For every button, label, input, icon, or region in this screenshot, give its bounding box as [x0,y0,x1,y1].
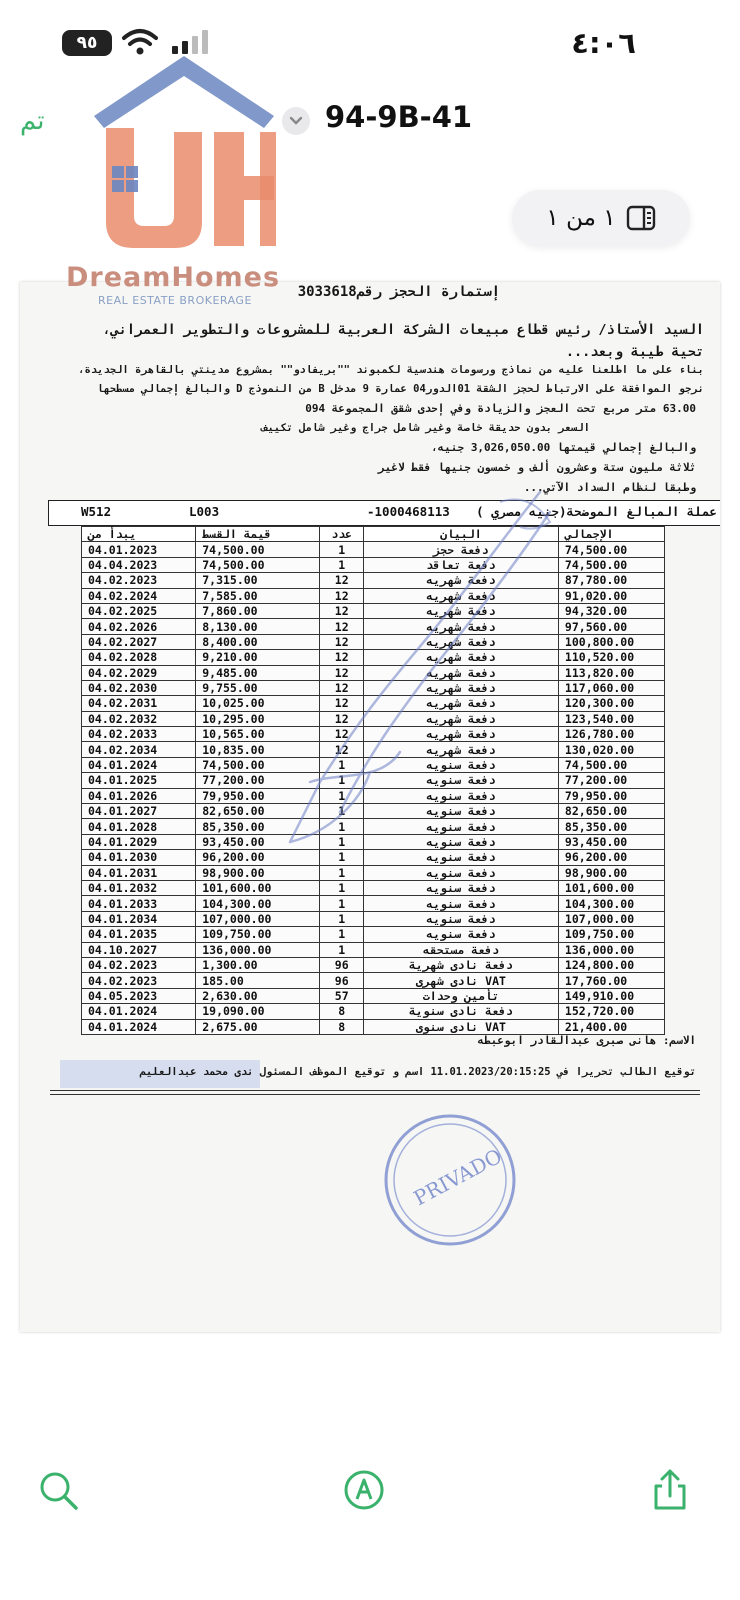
cell-installment: 74,500.00 [196,757,320,772]
cell-total: 126,780.00 [558,727,664,742]
cell-installment: 9,210.00 [196,650,320,665]
cell-installment: 8,400.00 [196,634,320,649]
table-row [82,880,665,895]
cell-installment: 10,295.00 [196,711,320,726]
cell-total: 107,000.00 [558,911,664,926]
cell-start: 04.02.2024 [82,588,196,603]
cell-total: 87,780.00 [558,573,664,588]
table-row [82,957,665,972]
cell-total: 152,720.00 [558,1004,664,1019]
cell-count: 1 [320,896,363,911]
cell-count: 1 [320,850,363,865]
col-description: البيان [363,527,558,542]
cell-count: 1 [320,819,363,834]
cell-desc: VAT نادى سنوى [363,1019,558,1034]
cell-count: 96 [320,957,363,972]
col-count: عدد [320,527,363,542]
cell-desc: دفعة شهريه [363,573,558,588]
cell-installment: 7,315.00 [196,573,320,588]
cell-total: 123,540.00 [558,711,664,726]
cell-total: 117,060.00 [558,680,664,695]
cell-installment: 93,450.00 [196,834,320,849]
cell-count: 12 [320,727,363,742]
table-row [82,1004,665,1019]
doc-line: تحية طيبة وبعد... [565,344,704,360]
page-count-label: ١ من ١ [546,205,616,231]
clock: ٤:٠٦ [571,26,636,60]
cell-desc: دفعة سنويه [363,819,558,834]
cell-desc: دفعة نادى شهرية [363,957,558,972]
cell-start: 04.10.2027 [82,942,196,957]
cell-total: 110,520.00 [558,650,664,665]
cell-installment: 107,000.00 [196,911,320,926]
cell-start: 04.02.2023 [82,973,196,988]
cell-start: 04.01.2033 [82,896,196,911]
cell-count: 1 [320,865,363,880]
cell-desc: دفعة نادى سنوية [363,1004,558,1019]
cell-count: 12 [320,588,363,603]
table-row [82,988,665,1003]
cell-total: 101,600.00 [558,880,664,895]
cell-start: 04.01.2029 [82,834,196,849]
cell-count: 12 [320,742,363,757]
cell-installment: 101,600.00 [196,880,320,895]
cell-count: 12 [320,665,363,680]
form-heading: إستمارة الحجز رقم3033618 [297,284,500,300]
cell-installment: 136,000.00 [196,942,320,957]
cell-start: 04.02.2034 [82,742,196,757]
col-total: الإجمالي [558,527,664,542]
cell-desc: دفعة شهريه [363,603,558,618]
dreamhomes-logo [64,36,294,266]
cell-start: 04.02.2031 [82,696,196,711]
cell-count: 1 [320,927,363,942]
signature-scribble [250,482,570,862]
cell-total: 74,500.00 [558,542,664,557]
cell-count: 57 [320,988,363,1003]
cell-count: 8 [320,1019,363,1034]
done-button[interactable]: تم [20,106,45,136]
cell-desc: دفعة شهريه [363,742,558,757]
doc-line: 63.00 متر مربع تحت العجز والزيادة وفي إحدى شقق المجموعة 094 [305,402,696,415]
cell-installment: 7,860.00 [196,603,320,618]
cell-total: 91,020.00 [558,588,664,603]
cell-total: 93,450.00 [558,834,664,849]
cell-start: 04.02.2030 [82,680,196,695]
cell-count: 1 [320,834,363,849]
cell-start: 04.01.2024 [82,757,196,772]
cell-desc: دفعة حجز [363,542,558,557]
cell-desc: دفعة شهريه [363,588,558,603]
cell-total: 77,200.00 [558,773,664,788]
cell-start: 04.02.2026 [82,619,196,634]
cell-start: 04.01.2025 [82,773,196,788]
cell-start: 04.01.2024 [82,1019,196,1034]
doc-line: بناء على ما اطلعنا عليه من نماذج ورسومات هندسية لكمبوند ""بريفادو"" بمشروع مدينتي بالقاهرة الجديدة، [78,364,704,376]
cell-installment: 2,630.00 [196,988,320,1003]
cell-total: 17,760.00 [558,973,664,988]
table-row [82,942,665,957]
cell-total: 104,300.00 [558,896,664,911]
col-start-date: يبدأ من [82,527,196,542]
cell-total: 21,400.00 [558,1019,664,1034]
table-row [82,911,665,926]
cell-desc: دفعة تعاقد [363,557,558,572]
cell-start: 04.05.2023 [82,988,196,1003]
cell-start: 04.01.2032 [82,880,196,895]
doc-line: والبالغ إجمالي قيمتها 3,026,050.00 جنيه، [431,441,696,454]
unit-code: L003 [189,504,220,519]
battery-indicator: ٩٥ [62,30,112,56]
cell-count: 12 [320,603,363,618]
table-row [82,896,665,911]
cell-start: 04.02.2029 [82,665,196,680]
cell-count: 1 [320,542,363,557]
doc-line: نرجو الموافقة على الارتباط لحجز الشقة 01الدور04 عمارة 9 مدخل B من النموذج D والبالغ إجمالي مسطحها [97,383,704,395]
cell-total: 96,200.00 [558,850,664,865]
cell-total: 74,500.00 [558,757,664,772]
cell-desc: دفعة شهريه [363,727,558,742]
cell-start: 04.02.2032 [82,711,196,726]
cell-installment: 82,650.00 [196,804,320,819]
cell-desc: تأمين وحدات [363,988,558,1003]
cell-total: 85,350.00 [558,819,664,834]
cell-count: 1 [320,911,363,926]
cell-start: 04.02.2023 [82,573,196,588]
cell-count: 12 [320,573,363,588]
cell-start: 04.02.2023 [82,957,196,972]
document-title[interactable]: 94-9B-41 [325,100,473,134]
cell-desc: دفعة سنويه [363,804,558,819]
cell-installment: 85,350.00 [196,819,320,834]
cell-installment: 185.00 [196,973,320,988]
cell-desc: دفعة شهريه [363,665,558,680]
logo-brand-text: DreamHomes [66,262,281,293]
cell-start: 04.02.2027 [82,634,196,649]
cell-desc: دفعة شهريه [363,696,558,711]
cell-start: 04.01.2035 [82,927,196,942]
cell-desc: دفعة سنويه [363,757,558,772]
cell-count: 12 [320,711,363,726]
cell-desc: دفعة سنويه [363,896,558,911]
cell-desc: دفعة شهريه [363,650,558,665]
company-stamp [380,1110,520,1250]
cell-installment: 1,300.00 [196,957,320,972]
cell-desc: دفعة سنويه [363,911,558,926]
cell-total: 136,000.00 [558,942,664,957]
cell-start: 04.01.2024 [82,1004,196,1019]
cell-desc: دفعة شهريه [363,634,558,649]
table-row [82,973,665,988]
signature-line: توقيع الطالب تحريرا في 11.01.2023/20:15:25 اسم و توقيع الموظف المسئول ندى محمد عبدالعليم [139,1066,696,1078]
cell-total: 82,650.00 [558,804,664,819]
cell-desc: دفعة سنويه [363,880,558,895]
cell-total: 149,910.00 [558,988,664,1003]
cell-count: 8 [320,1004,363,1019]
page-indicator[interactable] [512,190,690,246]
doc-line: السيد الأستاذ/ رئيس قطاع مبيعات الشركة العربية للمشروعات والتطوير العمراني، [102,322,704,338]
cell-total: 120,300.00 [558,696,664,711]
cell-total: 98,900.00 [558,865,664,880]
cell-count: 1 [320,942,363,957]
cell-count: 96 [320,973,363,988]
currency-label: عملة المبالغ الموضحة(جنيه مصري ) [476,504,717,519]
applicant-name: الاسم: هانى صبرى عبدالقادر ابوعبطه [477,1034,696,1047]
cell-count: 12 [320,696,363,711]
cell-installment: 104,300.00 [196,896,320,911]
table-row [82,1019,665,1034]
cell-count: 1 [320,880,363,895]
cell-total: 94,320.00 [558,603,664,618]
cell-count: 1 [320,757,363,772]
cell-count: 1 [320,773,363,788]
stamp-text: PRIVADO [409,1143,506,1211]
cell-desc: دفعة شهريه [363,680,558,695]
cell-total: 113,820.00 [558,665,664,680]
cell-installment: 19,090.00 [196,1004,320,1019]
cell-count: 12 [320,680,363,695]
cell-total: 124,800.00 [558,957,664,972]
cell-total: 130,020.00 [558,742,664,757]
cell-installment: 74,500.00 [196,542,320,557]
cell-desc: دفعة سنويه [363,834,558,849]
cell-total: 79,950.00 [558,788,664,803]
cell-installment: 8,130.00 [196,619,320,634]
cell-installment: 109,750.00 [196,927,320,942]
doc-line: ثلاثة مليون ستة وعشرون ألف و خمسون جنيها فقط لاغير [378,461,696,474]
cell-start: 04.01.2034 [82,911,196,926]
cell-start: 04.02.2033 [82,727,196,742]
cell-start: 04.04.2023 [82,557,196,572]
cell-installment: 10,835.00 [196,742,320,757]
cell-total: 100,800.00 [558,634,664,649]
cell-installment: 96,200.00 [196,850,320,865]
cell-start: 04.01.2023 [82,542,196,557]
cell-count: 12 [320,650,363,665]
cell-total: 109,750.00 [558,927,664,942]
currency-code: -1000468113 [367,504,450,519]
doc-line: السعر بدون حديقة خاصة وغير شامل جراج وغير شامل تكييف [261,422,590,434]
cell-start: 04.01.2027 [82,804,196,819]
doc-line: وطبقا لنظام السداد الآتي... [523,481,696,494]
cell-start: 04.01.2026 [82,788,196,803]
cell-start: 04.02.2028 [82,650,196,665]
cell-start: 04.01.2031 [82,865,196,880]
cell-desc: دفعة سنويه [363,865,558,880]
cell-start: 04.02.2025 [82,603,196,618]
cell-desc: دفعة شهريه [363,711,558,726]
cell-desc: دفعة سنويه [363,788,558,803]
cell-desc: دفعة سنويه [363,773,558,788]
cell-installment: 79,950.00 [196,788,320,803]
col-installment: قيمة القسط [196,527,320,542]
markup-icon[interactable] [342,1468,386,1512]
divider [50,1094,700,1095]
cell-count: 1 [320,557,363,572]
cell-count: 1 [320,788,363,803]
cell-installment: 10,025.00 [196,696,320,711]
cell-total: 74,500.00 [558,557,664,572]
document-page[interactable] [20,282,720,1332]
cell-desc: دفعة مستحقه [363,942,558,957]
cell-installment: 2,675.00 [196,1019,320,1034]
cell-desc: دفعة شهريه [363,619,558,634]
cell-desc: دفعة سنويه [363,850,558,865]
table-row [82,865,665,880]
cell-total: 97,560.00 [558,619,664,634]
bottom-toolbar [0,1450,740,1530]
logo-tagline: REAL ESTATE BROKERAGE [98,294,252,307]
divider [50,1090,700,1091]
share-icon[interactable] [648,1468,692,1512]
cell-start: 04.01.2030 [82,850,196,865]
cell-count: 1 [320,804,363,819]
cell-installment: 9,755.00 [196,680,320,695]
cell-count: 12 [320,634,363,649]
cell-start: 04.01.2028 [82,819,196,834]
sidebar-icon [626,205,656,231]
table-row [82,927,665,942]
cell-count: 12 [320,619,363,634]
cell-installment: 7,585.00 [196,588,320,603]
cell-installment: 98,900.00 [196,865,320,880]
cell-desc: دفعة سنويه [363,927,558,942]
ref-code: W512 [81,504,112,519]
search-icon[interactable] [36,1468,80,1512]
cell-installment: 74,500.00 [196,557,320,572]
cell-installment: 10,565.00 [196,727,320,742]
cell-installment: 77,200.00 [196,773,320,788]
cell-desc: VAT نادى شهرى [363,973,558,988]
cell-installment: 9,485.00 [196,665,320,680]
